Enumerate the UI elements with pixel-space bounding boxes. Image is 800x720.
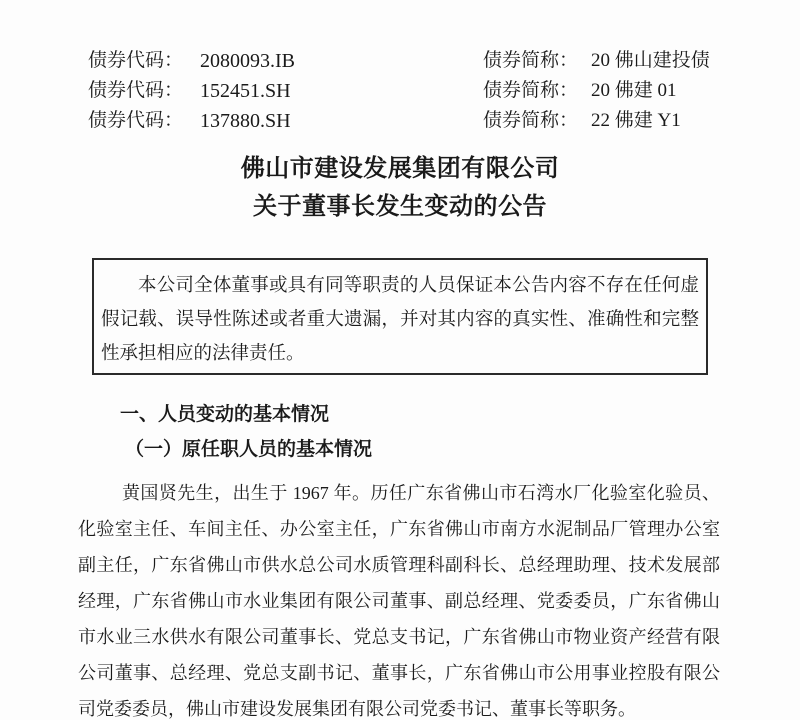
body-paragraph	[78, 475, 720, 720]
body-line: 黄国贤先生，出生于 1967 年。历任广东省佛山市石湾水厂化验室化验员、	[122, 483, 720, 503]
disclaimer-line: 性承担相应的法律责任。	[101, 344, 305, 364]
bond-name-label: 债券简称：	[483, 80, 579, 101]
bond-name-value: 20 佛建 01	[591, 80, 677, 101]
bond-name-label: 债券简称：	[483, 50, 579, 71]
bond-name-value: 20 佛山建投债	[591, 50, 710, 71]
body-line: 副主任，广东省佛山市供水总公司水质管理科副科长、总经理助理、技术发展部	[78, 555, 720, 575]
body-line: 市水业三水供水有限公司董事长、党总支书记，广东省佛山市物业资产经营有限	[78, 627, 720, 647]
bond-code-label: 债券代码：	[88, 110, 184, 131]
body-line: 司党委委员，佛山市建设发展集团有限公司党委书记、董事长等职务。	[78, 699, 636, 719]
document-title-line1: 佛山市建设发展集团有限公司	[240, 156, 560, 182]
bond-code-label: 债券代码：	[88, 80, 184, 101]
bond-name-value: 22 佛建 Y1	[591, 110, 681, 131]
bond-row	[88, 46, 800, 76]
body-line: 经理，广东省佛山市水业集团有限公司董事、副总经理、党委委员，广东省佛山	[78, 591, 720, 611]
bond-info-table	[88, 0, 800, 136]
disclaimer-box	[92, 258, 708, 375]
document-title	[0, 150, 800, 226]
bond-code-value: 2080093.IB	[200, 50, 295, 72]
bond-row	[88, 76, 800, 106]
document-title-line2: 关于董事长发生变动的公告	[253, 194, 547, 220]
body-line: 公司董事、总经理、党总支副书记、董事长，广东省佛山市公用事业控股有限公	[78, 663, 720, 683]
disclaimer-line: 假记载、误导性陈述或者重大遗漏，并对其内容的真实性、准确性和完整	[101, 310, 699, 330]
bond-code-label: 债券代码：	[88, 50, 184, 71]
bond-row	[88, 106, 800, 136]
bond-code-value: 137880.SH	[200, 110, 291, 132]
body-line: 化验室主任、车间主任、办公室主任，广东省佛山市南方水泥制品厂管理办公室	[78, 519, 720, 539]
section-heading-1: 一、人员变动的基本情况	[120, 404, 330, 425]
bond-name-label: 债券简称：	[483, 110, 579, 131]
section-heading-2: （一）原任职人员的基本情况	[125, 439, 373, 460]
bond-code-value: 152451.SH	[200, 80, 291, 102]
disclaimer-line: 本公司全体董事或具有同等职责的人员保证本公告内容不存在任何虚	[138, 276, 699, 296]
